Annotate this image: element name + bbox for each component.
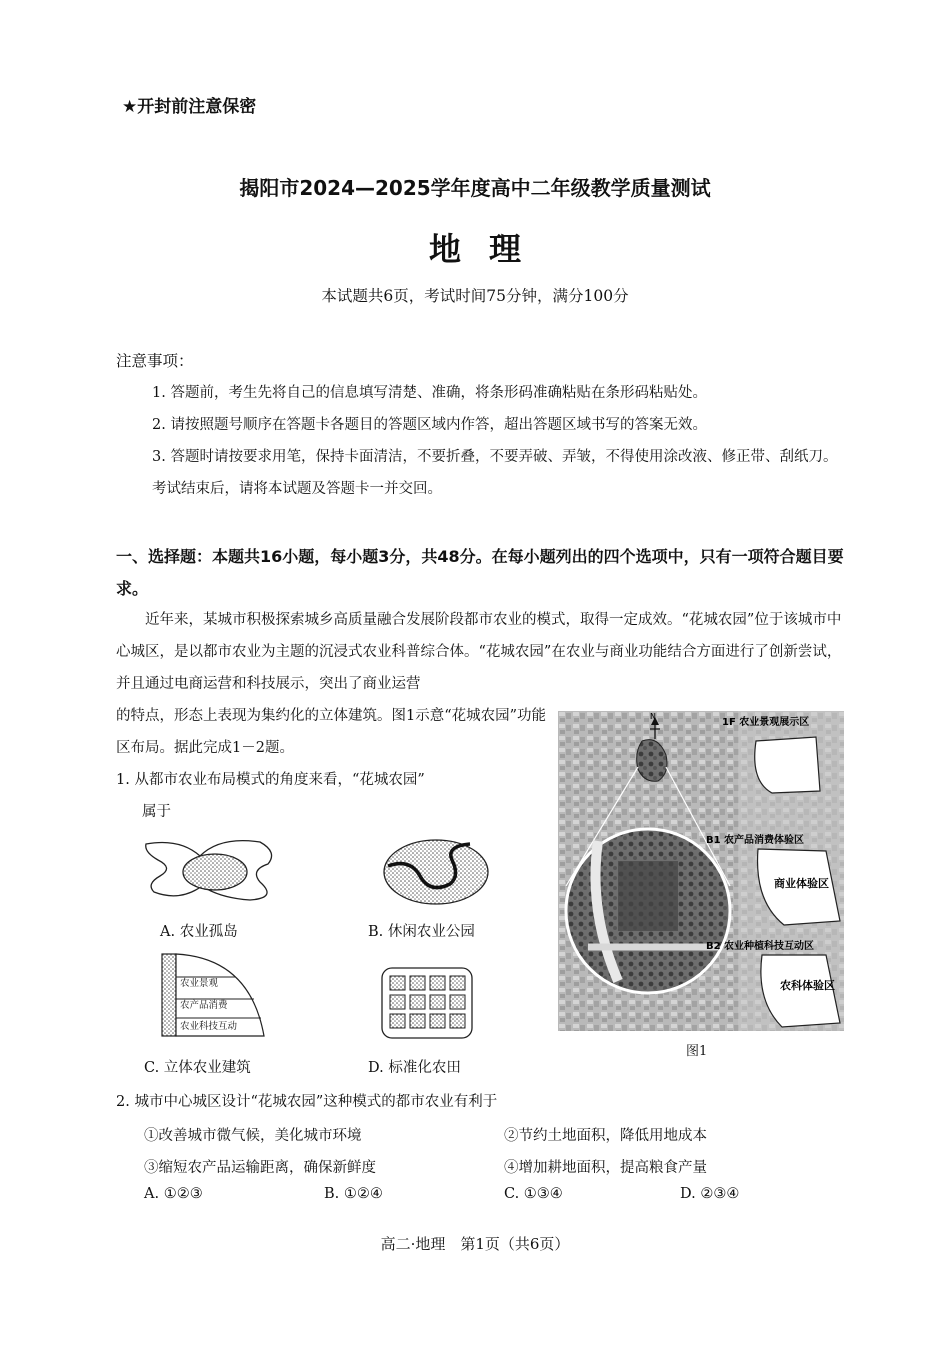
exam-info: 本试题共6页，考试时间75分钟，满分100分	[321, 287, 629, 305]
option-b-label: B. 休闲农业公园	[368, 924, 475, 940]
farmland-plot	[410, 995, 425, 1009]
notes-heading: 注意事项：	[116, 352, 194, 370]
q2-answer-a: A. ①②③	[144, 1186, 203, 1202]
note-item: 2. 请按照题号顺序在答题卡各题目的答题区域内作答，超出答题区域书写的答案无效。	[152, 417, 707, 433]
option-c-layer-3: 农业科技互动	[180, 1021, 238, 1032]
option-a-label: A. 农业孤岛	[160, 924, 238, 940]
option-d-grid-diagram	[380, 966, 475, 1041]
question-1-stem: 1. 从都市农业布局模式的角度来看，“花城农园”	[116, 772, 425, 788]
option-c-label: C. 立体农业建筑	[144, 1060, 251, 1076]
farmland-plot	[430, 995, 445, 1009]
q2-answer-d: D. ②③④	[680, 1186, 740, 1202]
q2-statement: ③缩短农产品运输距离，确保新鲜度	[144, 1160, 376, 1176]
farmland-plot	[390, 995, 405, 1009]
question-1-stem-cont: 属于	[142, 804, 171, 820]
farmland-plot	[390, 976, 405, 990]
farmland-plot	[430, 976, 445, 990]
passage-paragraph: 的特点，形态上表现为集约化的立体建筑。图1示意“花城农园”功能区布局。据此完成1－2题。	[116, 708, 547, 756]
zone-b1-label: B1 农产品消费体验区	[706, 835, 805, 846]
commercial-zone-label: 商业体验区	[774, 877, 829, 890]
farmland-plot	[450, 995, 465, 1009]
zone-b2-label: B2 农业种植科技互动区	[706, 941, 815, 952]
figure-1-caption: 图1	[686, 1044, 708, 1059]
option-c-layer-1: 农业景观	[180, 978, 219, 989]
zone-1f-label: 1F 农业景观展示区	[722, 717, 810, 728]
farmland-plot	[450, 1014, 465, 1028]
option-c-layer-2: 农产品消费	[180, 1000, 228, 1011]
farmland-plot	[410, 976, 425, 990]
farmland-plot	[430, 1014, 445, 1028]
q2-statement: ②节约土地面积，降低用地成本	[504, 1128, 707, 1144]
page-footer: 高二·地理 第1页（共6页）	[380, 1235, 570, 1253]
confidential-mark: ★开封前注意保密	[122, 97, 257, 117]
q2-answer-b: B. ①②④	[324, 1186, 383, 1202]
note-item	[152, 441, 842, 505]
question-2-stem: 2. 城市中心城区设计“花城农园”这种模式的都市农业有利于	[116, 1094, 498, 1110]
agri-tech-zone-label: 农科体验区	[780, 979, 835, 992]
section-heading: 一、选择题：本题共16小题，每小题3分，共48分。在每小题列出的四个选项中，只有一项符合题目要求。	[116, 547, 844, 598]
farmland-plot	[410, 1014, 425, 1028]
figure-1-map	[558, 711, 844, 1031]
option-d-label: D. 标准化农田	[368, 1060, 461, 1076]
option-a-island-diagram	[140, 830, 290, 910]
q2-statement: ①改善城市微气候，美化城市环境	[144, 1128, 362, 1144]
passage-paragraph: 近年来，某城市积极探索城乡高质量融合发展阶段都市农业的模式，取得一定成效。“花城农园”位于该城市中心城区，是以都市农业为主题的沉浸式农业科普综合体。“花城农园”在农业与商业功能结合方面进行了创新尝试，并且通过电商运营和科技展示，突出了商业运营	[116, 612, 842, 692]
north-label: N	[650, 712, 656, 721]
q2-answer-c: C. ①③④	[504, 1186, 563, 1202]
option-b-park-diagram	[380, 836, 495, 908]
farmland-plot	[390, 1014, 405, 1028]
note-item: 1. 答题前，考生先将自己的信息填写清楚、准确，将条形码准确粘贴在条形码粘贴处。	[152, 385, 707, 401]
farmland-plot	[450, 976, 465, 990]
subject-title: 地理	[428, 230, 549, 268]
note-item-text: 3. 答题时请按要求用笔，保持卡面清洁，不要折叠，不要弄破、弄皱，不得使用涂改液、修正带、刮纸刀。考试结束后，请将本试题及答题卡一并交回。	[152, 449, 838, 497]
q2-statement: ④增加耕地面积，提高粮食产量	[504, 1160, 707, 1176]
exam-title: 揭阳市2024—2025学年度高中二年级教学质量测试	[239, 176, 711, 200]
